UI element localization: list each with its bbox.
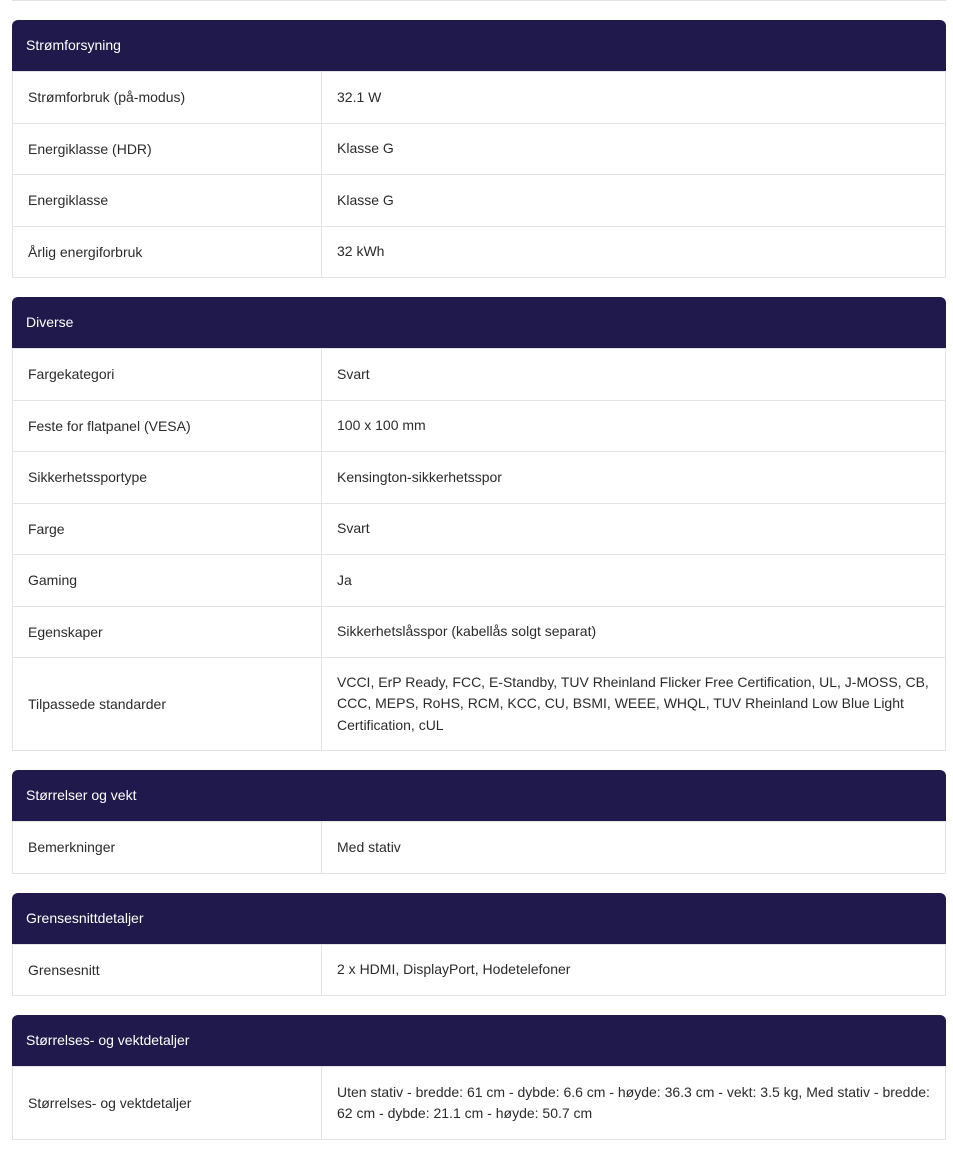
spec-row [13,503,946,555]
spec-section [12,770,946,874]
spec-table [12,348,946,751]
spec-label: Energiklasse (HDR) [13,123,322,175]
spec-table [12,71,946,278]
previous-table-bottom-edge [12,0,946,1]
spec-label: Størrelses- og vektdetaljer [13,1067,322,1140]
spec-row [13,349,946,401]
spec-label: Farge [13,503,322,555]
spec-value: 32 kWh [322,226,946,278]
spec-row [13,658,946,751]
spec-value: Svart [322,349,946,401]
spec-section [12,297,946,751]
spec-label: Energiklasse [13,175,322,227]
spec-label: Årlig energiforbruk [13,226,322,278]
spec-section [12,1015,946,1140]
spec-label: Strømforbruk (på-modus) [13,72,322,124]
spec-label: Egenskaper [13,606,322,658]
spec-row [13,822,946,874]
spec-value: 32.1 W [322,72,946,124]
spec-section [12,20,946,278]
spec-row [13,226,946,278]
spec-value: Svart [322,503,946,555]
spec-value: 100 x 100 mm [322,400,946,452]
spec-label: Feste for flatpanel (VESA) [13,400,322,452]
spec-table [12,944,946,997]
spec-section [12,893,946,997]
spec-label: Tilpassede standarder [13,658,322,751]
spec-label: Grensesnitt [13,944,322,996]
spec-table [12,1066,946,1140]
spec-row [13,400,946,452]
section-header: Størrelses- og vektdetaljer [12,1015,946,1066]
spec-value: Kensington-sikkerhetsspor [322,452,946,504]
section-header: Strømforsyning [12,20,946,71]
spec-row [13,606,946,658]
spec-label: Bemerkninger [13,822,322,874]
spec-row [13,175,946,227]
spec-label: Sikkerhetssportype [13,452,322,504]
spec-label: Gaming [13,555,322,607]
spec-sections [12,0,946,1140]
spec-row [13,123,946,175]
spec-row [13,555,946,607]
spec-row [13,944,946,996]
spec-table [12,821,946,874]
spec-value: Klasse G [322,123,946,175]
spec-value: Sikkerhetslåsspor (kabellås solgt separat) [322,606,946,658]
spec-value: Ja [322,555,946,607]
spec-label: Fargekategori [13,349,322,401]
spec-row [13,452,946,504]
spec-value: Klasse G [322,175,946,227]
spec-value: Uten stativ - bredde: 61 cm - dybde: 6.6 cm - høyde: 36.3 cm - vekt: 3.5 kg, Med stativ - bredde: 62 cm - dybde: 21.1 cm - høyde: 50.7 cm [322,1067,946,1140]
spec-row [13,1067,946,1140]
spec-value: 2 x HDMI, DisplayPort, Hodetelefoner [322,944,946,996]
spec-value: Med stativ [322,822,946,874]
spec-row [13,72,946,124]
spec-value: VCCI, ErP Ready, FCC, E-Standby, TUV Rheinland Flicker Free Certification, UL, J-MOSS, CB, CCC, MEPS, RoHS, RCM, KCC, CU, BSMI, WEEE, WHQL, TUV Rheinland Low Blue Light Certification, cUL [322,658,946,751]
section-header: Grensesnittdetaljer [12,893,946,944]
section-header: Størrelser og vekt [12,770,946,821]
section-header: Diverse [12,297,946,348]
